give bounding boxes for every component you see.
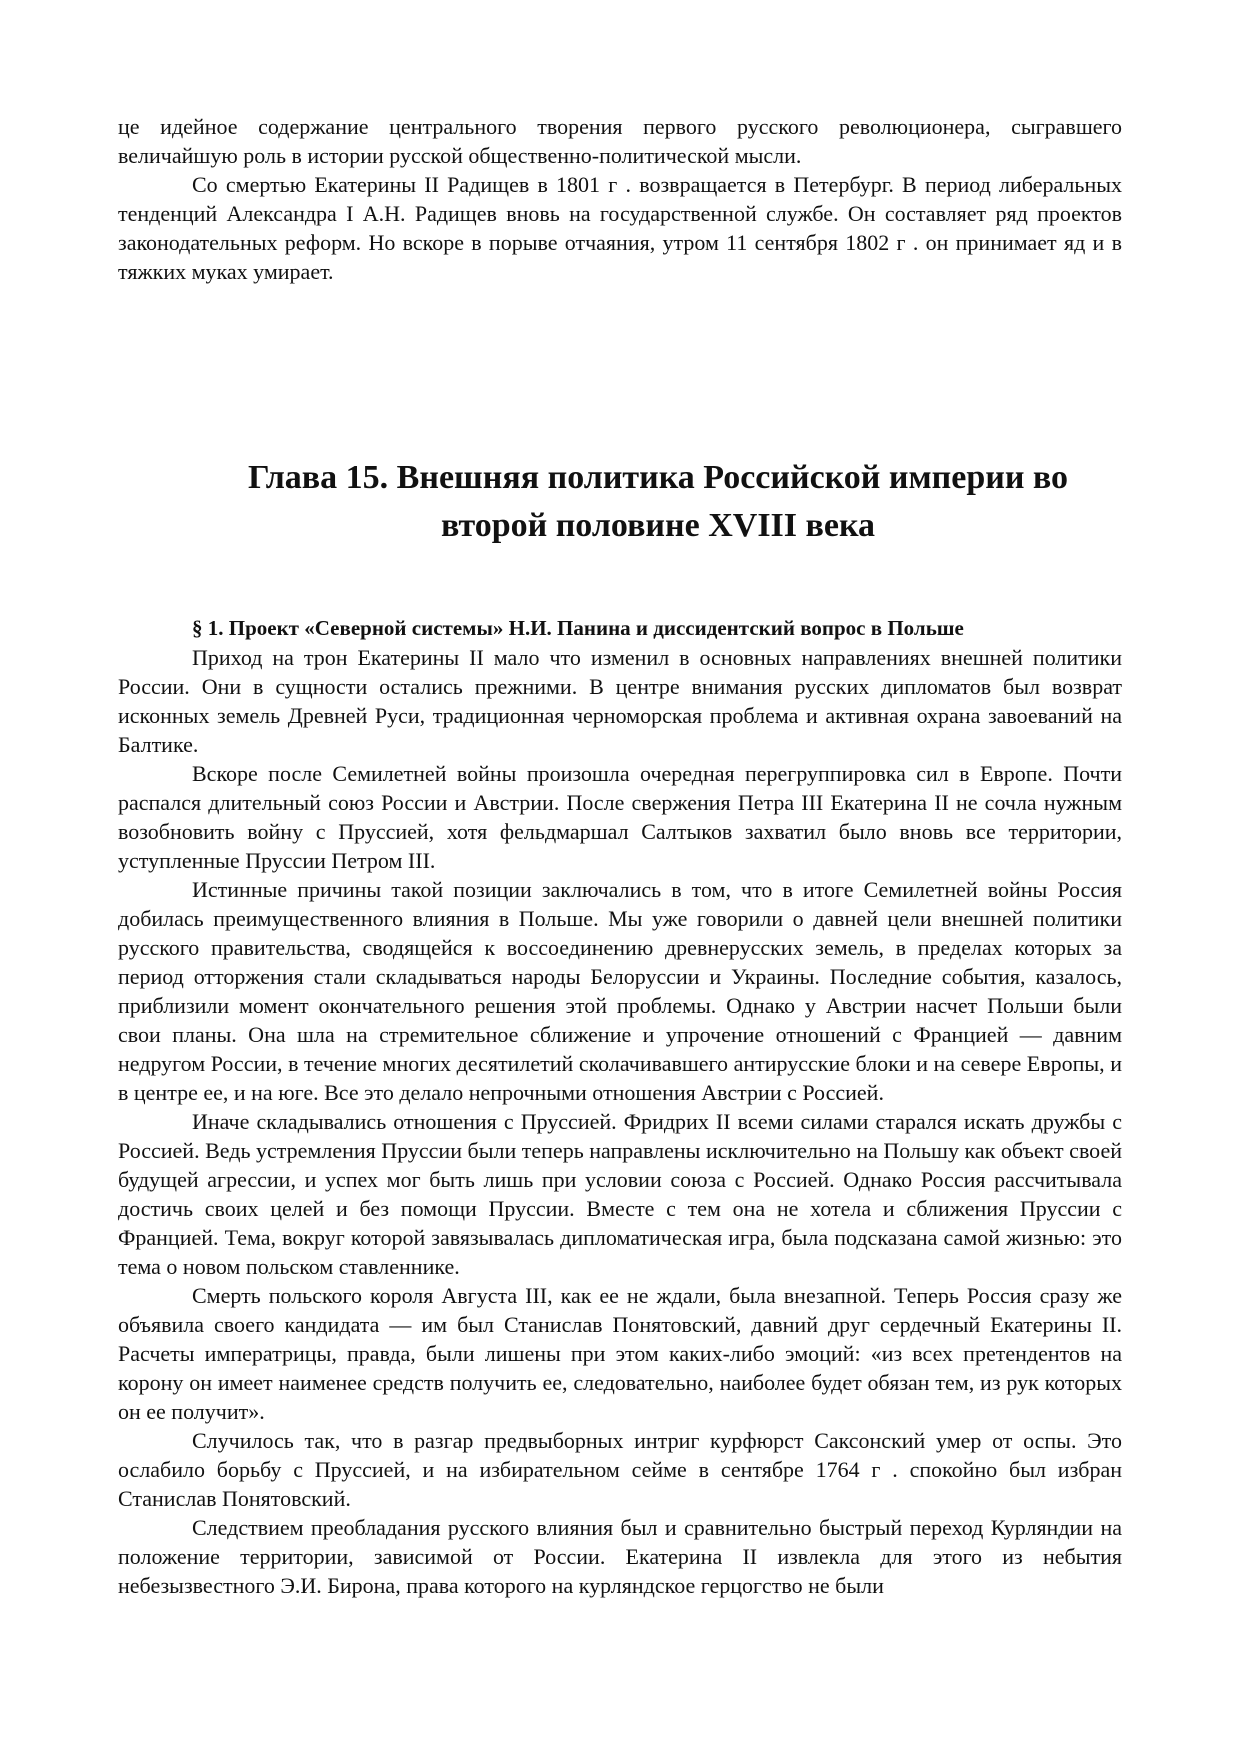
body-paragraph: Вскоре после Семилетней войны произошла очередная перегруппировка сил в Европе. Почти распался длительный союз России и Австрии. После свержения Петра III Екатерина II не сочла нужным возобновить войну с Пруссией, хотя фельдмаршал Салтыков захватил было вновь все территории, уступленные Пруссии Петром III.: [118, 761, 1122, 873]
intro-paragraph-continued: це идейное содержание центрального творения первого русского революционера, сыгравшего величайшую роль в истории русской общественно-политической мысли.: [118, 114, 1122, 168]
document-page: [118, 112, 1122, 1600]
section-heading: § 1. Проект «Северной системы» Н.И. Панина и диссидентский вопрос в Польше: [192, 616, 964, 640]
body-paragraph: Истинные причины такой позиции заключались в том, что в итоге Семилетней войны Россия добилась преимущественного влияния в Польше. Мы уже говорили о давней цели внешней политики русского правительства, сводящейся к воссоединению древнерусских земель, в пределах которых за период отторжения стали складываться народы Белоруссии и Украины. Последние события, казалось, приблизили момент окончательного решения этой проблемы. Однако у Австрии насчет Польши были свои планы. Она шла на стремительное сближение и упрочение отношений с Францией — давним недругом России, в течение многих десятилетий сколачивавшего антирусские блоки и на севере Европы, и в центре ее, и на юге. Все это делало непрочными отношения Австрии с Россией.: [118, 877, 1122, 1105]
body-paragraph: Смерть польского короля Августа III, как ее не ждали, была внезапной. Теперь Россия сразу же объявила своего кандидата — им был Станислав Понятовский, давний друг сердечный Екатерины II. Расчеты императрицы, правда, были лишены при этом каких-либо эмоций: «из всех претендентов на корону он имеет наименее средств получить ее, следовательно, наиболее будет обязан тем, из рук которых он ее получит».: [118, 1283, 1122, 1424]
chapter-title-line-2: второй половине XVIII века: [440, 507, 876, 544]
chapter-title-line-1: Глава 15. Внешняя политика Российской империи во: [247, 459, 1069, 496]
body-paragraph: Приход на трон Екатерины II мало что изменил в основных направлениях внешней политики России. Они в сущности остались прежними. В центре внимания русских дипломатов был возврат исконных земель Древней Руси, традиционная черноморская проблема и активная охрана завоеваний на Балтике.: [118, 645, 1122, 757]
body-paragraph: Следствием преобладания русского влияния был и сравнительно быстрый переход Курляндии на положение территории, зависимой от России. Екатерина II извлекла для этого из небытия небезызвестного Э.И. Бирона, права которого на курляндское герцогство не были: [118, 1515, 1122, 1598]
intro-paragraph: Со смертью Екатерины II Радищев в 1801 г . возвращается в Петербург. В период либеральных тенденций Александра I А.Н. Радищев вновь на государственной службе. Он составляет ряд проектов законодательных реформ. Но вскоре в порыве отчаяния, утром 11 сентября 1802 г . он принимает яд и в тяжких муках умирает.: [118, 172, 1122, 284]
body-paragraph: Случилось так, что в разгар предвыборных интриг курфюрст Саксонский умер от оспы. Это ослабило борьбу с Пруссией, и на избирательном сейме в сентябре 1764 г . спокойно был избран Станислав Понятовский.: [118, 1428, 1122, 1511]
body-paragraph: Иначе складывались отношения с Пруссией. Фридрих II всеми силами старался искать дружбы с Россией. Ведь устремления Пруссии были теперь направлены исключительно на Польшу как объект своей будущей агрессии, и успех мог быть лишь при условии союза с Россией. Однако Россия рассчитывала достичь своих целей и без помощи Пруссии. Вместе с тем она не хотела и сближения Пруссии с Францией. Тема, вокруг которой завязывалась дипломатическая игра, была подсказана самой жизнью: это тема о новом польском ставленнике.: [118, 1109, 1122, 1279]
chapter-title: [118, 454, 1122, 550]
